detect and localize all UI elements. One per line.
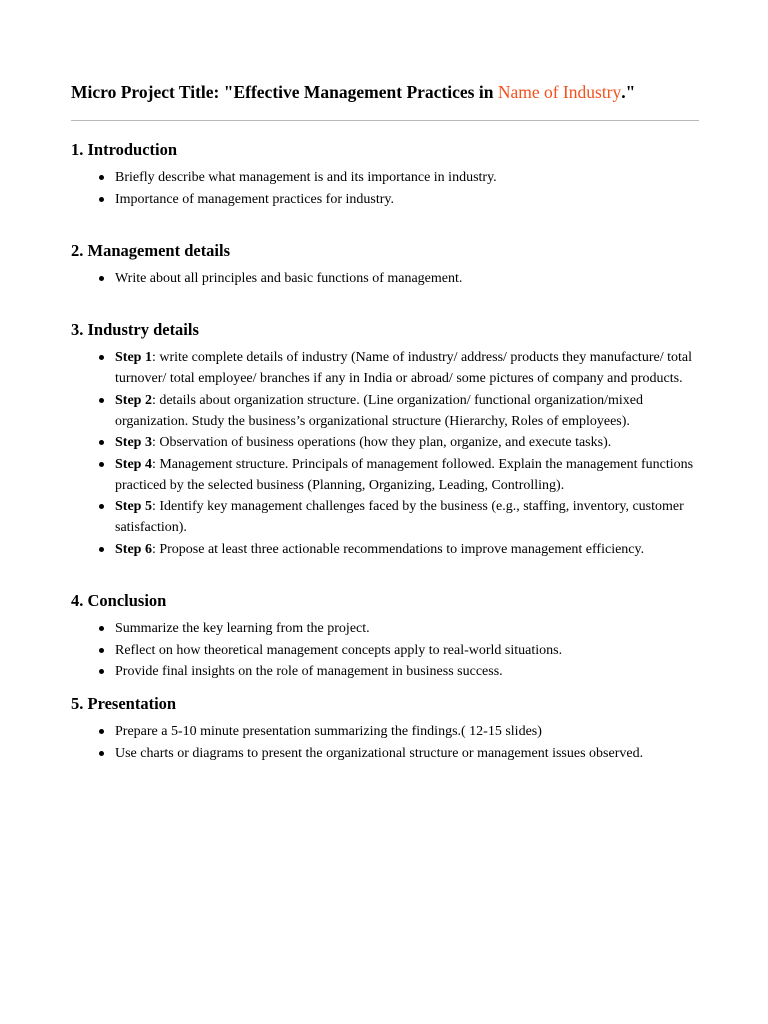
bullet-list <box>71 347 699 560</box>
bullet-icon <box>99 648 104 653</box>
bullet-icon <box>99 626 104 631</box>
section-heading: 3. Industry details <box>71 320 199 339</box>
section-industry-details <box>71 320 699 560</box>
list-item: Use charts or diagrams to present the organizational structure or management issues observed. <box>115 743 699 764</box>
bullet-list <box>71 268 699 289</box>
list-item-step-5: Step 5: Identify key management challenges faced by the business (e.g., staffing, inventory, customer satisfaction). <box>115 496 699 538</box>
section-heading: 5. Presentation <box>71 694 177 713</box>
page-title <box>71 82 635 103</box>
bullet-icon <box>99 669 104 674</box>
bullet-icon <box>99 547 104 552</box>
list-item: Reflect on how theoretical management concepts apply to real-world situations. <box>115 640 699 661</box>
section-conclusion <box>71 591 699 683</box>
list-item-step-2: Step 2: details about organization structure. (Line organization/ functional organization/mixed organization. Study the business’s organizational structure (Hierarchy, Roles of employees). <box>115 390 699 432</box>
step-label: Step 1 <box>115 350 152 365</box>
title-highlight: Name of Industry <box>497 82 622 102</box>
list-item: Importance of management practices for industry. <box>115 189 699 210</box>
bullet-icon <box>99 276 104 281</box>
bullet-icon <box>99 440 104 445</box>
bullet-icon <box>99 355 104 360</box>
bullet-icon <box>99 729 104 734</box>
list-item: Provide final insights on the role of management in business success. <box>115 661 699 682</box>
bullet-icon <box>99 462 104 467</box>
list-item: Prepare a 5-10 minute presentation summarizing the findings.( 12-15 slides) <box>115 721 699 742</box>
section-heading: 4. Conclusion <box>71 591 167 610</box>
step-label: Step 4 <box>115 456 152 472</box>
bullet-list <box>71 721 699 764</box>
step-label: Step 2 <box>115 392 152 408</box>
title-suffix: ." <box>621 82 636 102</box>
bullet-list <box>71 167 699 210</box>
step-label: Step 6 <box>115 541 152 557</box>
list-item: Summarize the key learning from the project. <box>115 618 699 639</box>
list-item-step-1: Step 1: write complete details of industry (Name of industry/ address/ products they manufacture/ total turnover/ total employee/ branches if any in India or abroad/ some pictures of company and products. <box>115 347 699 389</box>
section-heading: 2. Management details <box>71 241 231 260</box>
title-prefix: Micro Project Title: "Effective Management Practices in <box>71 82 498 102</box>
list-item-step-4: Step 4: Management structure. Principals of management followed. Explain the management functions practiced by the selected business (Planning, Organizing, Leading, Controlling). <box>115 454 699 496</box>
list-item: Write about all principles and basic functions of management. <box>115 268 699 289</box>
horizontal-rule <box>71 120 699 121</box>
bullet-icon <box>99 751 104 756</box>
list-item: Briefly describe what management is and its importance in industry. <box>115 167 699 188</box>
section-management-details <box>71 241 699 290</box>
step-label: Step 3 <box>115 435 152 450</box>
bullet-list <box>71 618 699 682</box>
list-item-step-3: Step 3: Observation of business operations (how they plan, organize, and execute tasks). <box>115 432 699 453</box>
bullet-icon <box>99 197 104 202</box>
bullet-icon <box>99 175 104 180</box>
section-introduction <box>71 140 699 210</box>
section-heading: 1. Introduction <box>71 140 178 159</box>
bullet-icon <box>99 398 104 403</box>
list-item-step-6: Step 6: Propose at least three actionable recommendations to improve management efficiency. <box>115 539 699 560</box>
section-presentation <box>71 694 699 764</box>
step-label: Step 5 <box>115 499 152 514</box>
bullet-icon <box>99 504 104 509</box>
